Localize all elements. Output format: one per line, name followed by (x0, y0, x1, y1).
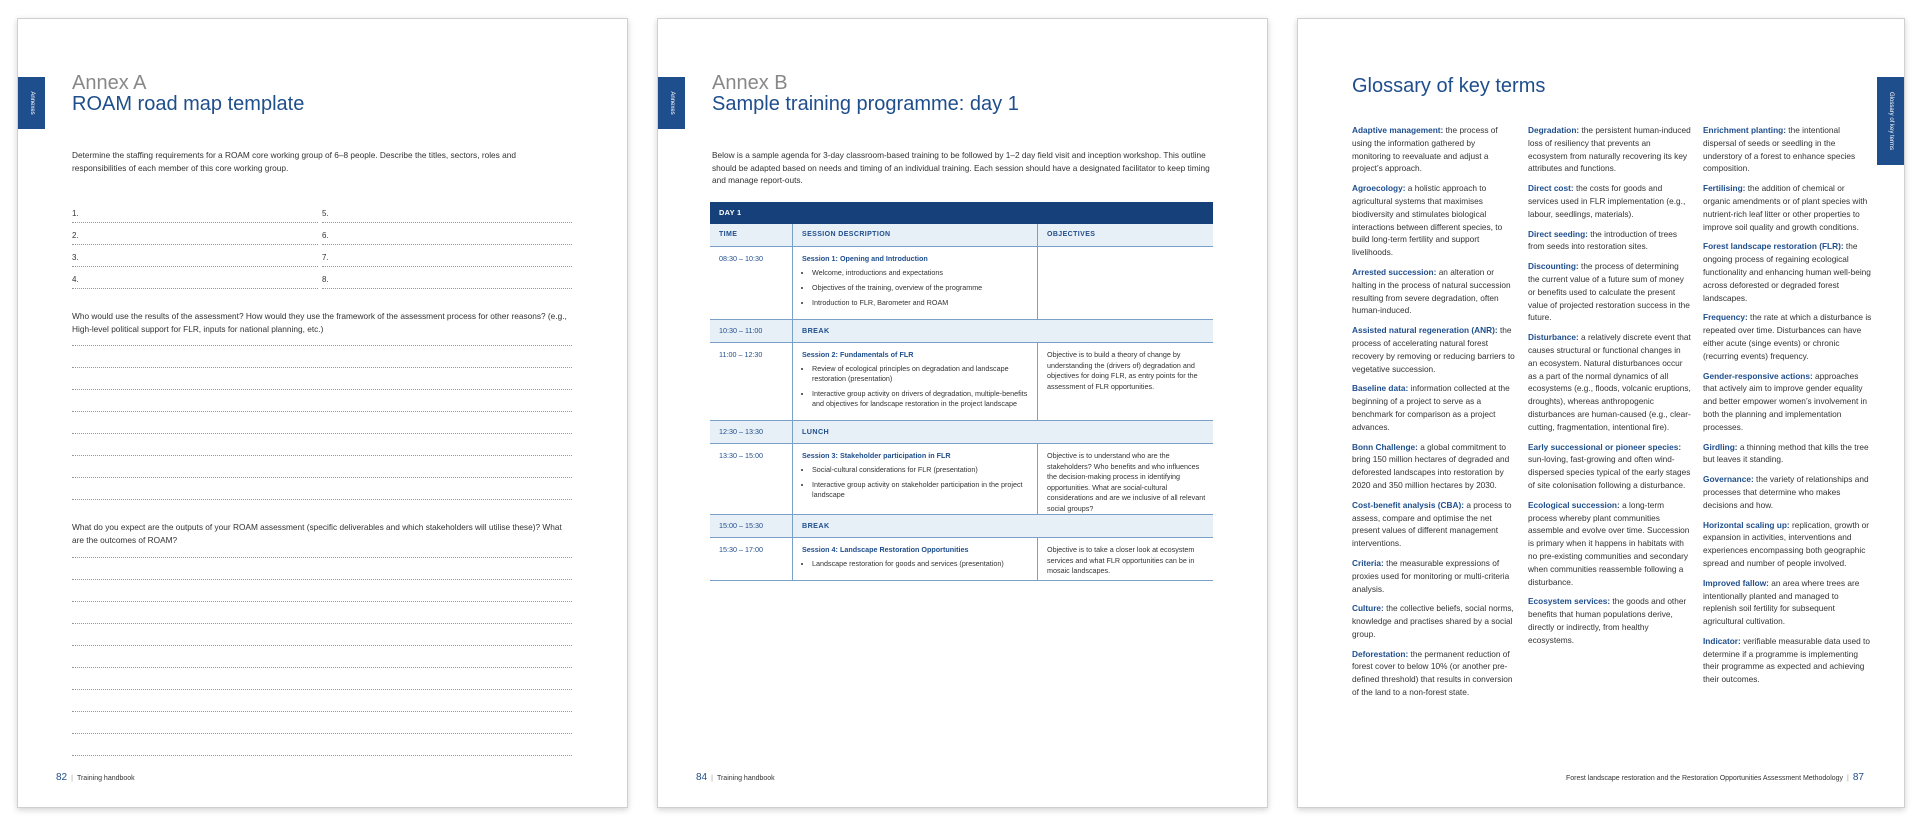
session-title: Session 4: Landscape Restoration Opportunities (802, 545, 969, 554)
glossary-term: Horizontal scaling up: (1703, 519, 1790, 530)
answer-line (72, 411, 572, 412)
glossary-term: Criteria: (1352, 557, 1384, 568)
glossary-entry (1528, 182, 1691, 220)
glossary-term: Governance: (1703, 474, 1754, 485)
glossary-term: Enrichment planting: (1703, 125, 1786, 135)
footer-text: Training handbook (716, 775, 775, 782)
glossary-definition: the collective beliefs, social norms, knowledge and practises shared by a social group. (1352, 603, 1514, 639)
annex-label: Annex A (72, 72, 147, 94)
session-bullet: • Social-cultural considerations for FLR (presentation) (812, 465, 1031, 475)
glossary-definition: a holistic approach to agricultural systems that maximises biodiversity and stimulates biological interactions between different species, to build long-term fertility and support livelihoods. (1352, 183, 1503, 258)
numbered-line-right: 6. (322, 231, 572, 245)
glossary-term: Ecological succession: (1528, 499, 1620, 510)
glossary-entry (1528, 331, 1691, 433)
glossary-entry (1352, 602, 1515, 640)
annex-heading: ROAM road map template (72, 93, 305, 115)
session-description (793, 538, 1038, 580)
glossary-entry (1352, 266, 1515, 317)
glossary-term: Degradation: (1528, 125, 1580, 135)
glossary-entry (1703, 635, 1873, 686)
table-body (710, 247, 1213, 581)
numbered-line-right: 8. (322, 275, 572, 289)
glossary-entry (1703, 473, 1873, 511)
glossary-entry (1703, 370, 1873, 434)
intro-paragraph: Below is a sample agenda for 3-day classroom-based training to be followed by 1–2 day field visit and inception workshop. This outline should be adapted based on needs and timing of an individual training. Each session should have a designated facilitator to keep timing and manage report-outs. (712, 150, 1210, 185)
numbered-line-left: 3. (72, 253, 318, 267)
section-tab-label: Annexes (668, 91, 675, 115)
answer-line (72, 689, 572, 690)
glossary-definition: the goods and other benefits that human populations derive, directly or indirectly, from healthy ecosystems. (1528, 596, 1687, 645)
session-bullet: • Review of ecological principles on degradation and landscape restoration (presentation) (812, 364, 1031, 384)
session-bullet: • Objectives of the training, overview of the programme (812, 283, 1031, 293)
answer-line (72, 755, 572, 756)
glossary-entry (1352, 182, 1515, 259)
answer-line (72, 389, 572, 390)
glossary-definition: the permanent reduction of forest cover to below 10% (or another pre-defined threshold) that results in conversion of the land to a non-forest state. (1352, 648, 1513, 698)
glossary-definition: the intentional dispersal of seeds or seedling in the understory of a forest to enhance species composition. (1703, 125, 1856, 174)
page-glossary (1297, 18, 1905, 808)
table-column-headers (710, 224, 1213, 247)
annex-heading: Sample training programme: day 1 (712, 93, 1019, 115)
glossary-definition: the process of determining the current value of a future sum of money or benefits used to calculate the present value of projected restoration success in the future. (1528, 261, 1690, 323)
glossary-definition: the ongoing process of regaining ecological functionality and enhancing human well-being across deforested or degraded forest landscapes. (1703, 241, 1871, 303)
glossary-entry (1352, 324, 1515, 375)
page-footer: 84 | Training handbook (696, 772, 775, 783)
glossary-term: Cost-benefit analysis (CBA): (1352, 499, 1465, 510)
session-bullet: • Interactive group activity on stakeholder participation in the project landscape (812, 480, 1031, 500)
glossary-term: Frequency: (1703, 312, 1748, 323)
glossary-term: Direct cost: (1528, 183, 1574, 194)
page-footer: 82 | Training handbook (56, 772, 135, 783)
break-label: BREAK (802, 521, 830, 530)
page-annex-a (17, 18, 628, 808)
numbered-row (72, 253, 572, 267)
page-number: 87 (1852, 772, 1864, 783)
glossary-entry (1352, 441, 1515, 492)
table-break-row (710, 515, 1213, 538)
table-row (710, 247, 1213, 320)
glossary-term: Baseline data: (1352, 383, 1409, 394)
page-title: Glossary of key terms (1352, 75, 1546, 97)
session-objective: Objective is to understand who are the stakeholders? Who benefits and who influences the decision-making process in identifying opportunities. What are social-cultural considerations and are we inclusive of all relevant social groups? (1047, 451, 1206, 513)
answer-line (72, 367, 572, 368)
session-title: Session 2: Fundamentals of FLR (802, 350, 914, 359)
answer-line (72, 499, 572, 500)
page-title (72, 73, 304, 115)
glossary-term: Girdling: (1703, 441, 1738, 452)
glossary-definition: the introduction of trees from seeds into restoration sites. (1528, 228, 1677, 252)
glossary-definition: information collected at the beginning of a project to serve as a benchmark for comparison as a project advances. (1352, 383, 1510, 432)
glossary-entry (1528, 260, 1691, 324)
break-label: LUNCH (802, 427, 830, 436)
glossary-entry (1352, 557, 1515, 595)
glossary-term: Early successional or pioneer species: (1528, 441, 1682, 452)
glossary-entry (1352, 499, 1515, 550)
numbered-line-left: 2. (72, 231, 318, 245)
glossary-term: Arrested succession: (1352, 266, 1437, 277)
answer-line (72, 733, 572, 734)
glossary-term: Direct seeding: (1528, 228, 1588, 239)
session-bullets (802, 559, 1031, 569)
glossary-entry (1352, 124, 1515, 175)
glossary-definition: the persistent human-induced loss of resiliency that prevents an ecosystem from naturally recovering its key attributes and functions. (1528, 125, 1691, 174)
session-time: 08:30 – 10:30 (710, 247, 793, 319)
glossary-term: Forest landscape restoration (FLR): (1703, 241, 1844, 252)
glossary-term: Ecosystem services: (1528, 596, 1611, 607)
answer-line (72, 455, 572, 456)
glossary-entry (1703, 519, 1873, 570)
glossary-term: Assisted natural regeneration (ANR): (1352, 325, 1498, 336)
glossary-definition: the costs for goods and services used in FLR implementation (e.g., labour, seedlings, materials). (1528, 183, 1686, 219)
page-title (712, 73, 1019, 115)
header-time: TIME (710, 224, 793, 246)
glossary-definition: a thinning method that kills the tree but leaves it standing. (1703, 441, 1869, 465)
table-day-header: DAY 1 (710, 202, 1213, 224)
numbered-line-left: 4. (72, 275, 318, 289)
glossary-entry (1703, 577, 1873, 628)
glossary-definition: the process of using the information gathered by monitoring to reevaluate and adjust a project’s approach. (1352, 125, 1498, 174)
session-description (793, 444, 1038, 514)
glossary-term: Fertilising: (1703, 183, 1746, 194)
intro-paragraph: Determine the staffing requirements for a ROAM core working group of 6–8 people. Describe the titles, sectors, roles and responsibilities of each member of this core working group. (72, 150, 516, 173)
numbered-line-left: 1. (72, 209, 318, 223)
session-title: Session 1: Opening and Introduction (802, 254, 928, 263)
header-session: SESSION DESCRIPTION (793, 224, 1038, 246)
glossary-definition: a long-term process whereby plant communities assemble and evolve over time. Succession is primary when it happens in habitats with no pre-existing communities and secondary when communities reassemble following a disturbance. (1528, 499, 1690, 587)
session-bullet: • Interactive group activity on drivers of degradation, multiple-benefits and objectives for landscape restoration in the project landscape (812, 389, 1031, 409)
session-title: Session 3: Stakeholder participation in FLR (802, 451, 951, 460)
numbered-row (72, 209, 572, 223)
glossary-term: Deforestation: (1352, 648, 1409, 659)
numbered-line-right: 7. (322, 253, 572, 267)
glossary-definition: a relatively discrete event that causes structural or functional changes in an ecosystem. Natural disturbances occur as a part of the normal dynamics of all ecosystems (e.g., floods, volcanic eruptions, droughts), whereas anthropogenic disturbances are human-caused (e.g., clear-cutting, fragmentation, intentional fire). (1528, 332, 1691, 432)
glossary-definition: the addition of chemical or organic amendments or of plant species with nutrient-rich leaf litter or other properties to improve soil quality and growth conditions. (1703, 183, 1868, 232)
glossary-definition: verifiable measurable data used to determine if a programme is implementing their programme as expected and achieving their outcomes. (1703, 635, 1870, 685)
glossary-entry (1352, 648, 1515, 699)
glossary-term: Improved fallow: (1703, 577, 1769, 588)
glossary-entry (1528, 595, 1691, 646)
section-tab-label: Annexes (28, 91, 35, 115)
answer-line (72, 667, 572, 668)
page-annex-b (657, 18, 1268, 808)
page-number: 82 (56, 772, 68, 783)
table-row (710, 343, 1213, 421)
session-bullets (802, 465, 1031, 500)
section-tab (1877, 77, 1904, 165)
break-time: 12:30 – 13:30 (710, 421, 793, 443)
glossary-definition: the measurable expressions of proxies used for monitoring or multi-criteria analysis. (1352, 557, 1510, 594)
numbered-line-right: 5. (322, 209, 572, 223)
session-description (793, 247, 1038, 319)
glossary-term: Culture: (1352, 603, 1384, 614)
session-bullet: • Landscape restoration for goods and services (presentation) (812, 559, 1031, 569)
glossary-definition: the process of accelerating natural forest recovery by removing or reducing barriers to vegetative succession. (1352, 325, 1515, 374)
answer-line (72, 645, 572, 646)
session-objective: Objective is to take a closer look at ecosystem services and what FLR opportunities can be in mosaic landscapes. (1047, 545, 1195, 575)
glossary-definition: an alteration or halting in the process of natural succession resulting from severe degradation, often human-induced. (1352, 266, 1511, 316)
section-tab (18, 77, 45, 129)
session-bullets (802, 364, 1031, 409)
glossary-entry (1703, 182, 1873, 233)
table-break-row (710, 320, 1213, 343)
session-time: 11:00 – 12:30 (710, 343, 793, 420)
glossary-entry (1703, 441, 1873, 467)
numbered-row (72, 231, 572, 245)
glossary-entry (1528, 228, 1691, 254)
table-row (710, 444, 1213, 515)
session-bullet: • Welcome, introductions and expectations (812, 268, 1031, 278)
glossary-definition: a global commitment to bring 150 million hectares of degraded and deforested landscapes into restoration by 2020 and 350 million hectares by 2030. (1352, 441, 1510, 490)
glossary-entry (1528, 499, 1691, 589)
glossary-entry (1703, 124, 1873, 175)
session-objective: Objective is to build a theory of change by understanding the (drivers of) degradation and objectives for doing FLR, as entry points for the assessment of FLR opportunities. (1047, 350, 1198, 391)
answer-line (72, 711, 572, 712)
session-description (793, 343, 1038, 420)
table-row (710, 538, 1213, 581)
footer-text: Forest landscape restoration and the Restoration Opportunities Assessment Methodology (1566, 775, 1844, 782)
glossary-entry (1703, 311, 1873, 362)
answer-line (72, 433, 572, 434)
glossary-term: Gender-responsive actions: (1703, 370, 1813, 381)
glossary-entry (1703, 240, 1873, 304)
glossary-column-2 (1528, 124, 1691, 653)
glossary-entry (1352, 382, 1515, 433)
glossary-entry (1528, 124, 1691, 175)
answer-line (72, 345, 572, 346)
section-tab (658, 77, 685, 129)
answer-line (72, 557, 572, 558)
page-footer: Forest landscape restoration and the Restoration Opportunities Assessment Methodology | 87 (1566, 772, 1864, 783)
answer-line (72, 623, 572, 624)
glossary-term: Bonn Challenge: (1352, 441, 1418, 452)
annex-label: Annex B (712, 72, 788, 94)
header-objectives: OBJECTIVES (1047, 231, 1096, 238)
question-outputs: What do you expect are the outputs of your ROAM assessment (specific deliverables and which stakeholders will utilise these)? What are the outcomes of ROAM? (72, 522, 562, 545)
glossary-term: Indicator: (1703, 635, 1741, 646)
glossary-definition: replication, growth or expansion in activities, interventions and experiences encompassing both geographic spread and number of people involved. (1703, 519, 1869, 568)
glossary-definition: sun-loving, fast-growing and often wind-dispersed species typical of the early stages of site colonisation following a disturbance. (1528, 454, 1691, 490)
glossary-definition: approaches that actively aim to improve gender equality and better empower women’s involvement in both the planning and implementation processes. (1703, 370, 1868, 432)
glossary-term: Disturbance: (1528, 332, 1579, 343)
footer-text: Training handbook (76, 775, 135, 782)
numbered-row (72, 275, 572, 289)
answer-line (72, 601, 572, 602)
break-time: 15:00 – 15:30 (710, 515, 793, 537)
glossary-definition: an area where trees are intentionally planted and managed to replenish soil fertility for subsequent agricultural cultivation. (1703, 577, 1860, 627)
glossary-term: Discounting: (1528, 261, 1579, 272)
session-time: 13:30 – 15:00 (710, 444, 793, 514)
answer-line (72, 579, 572, 580)
glossary-definition: the rate at which a disturbance is repeated over time. Disturbances can have either acute (singe events) or chronic (recurring events) frequency. (1703, 312, 1872, 361)
question-users: Who would use the results of the assessment? How would they use the framework of the assessment process for other reasons? (e.g., High-level political support for FLR, inputs for national planning, etc.) (72, 311, 567, 334)
glossary-column-3 (1703, 124, 1873, 693)
glossary-column-1 (1352, 124, 1515, 706)
glossary-term: Agroecology: (1352, 183, 1406, 194)
session-bullet: • Introduction to FLR, Barometer and ROAM (812, 298, 1031, 308)
training-table (710, 202, 1213, 581)
break-time: 10:30 – 11:00 (710, 320, 793, 342)
session-objective (1038, 247, 1213, 319)
glossary-definition: the variety of relationships and processes that determine who makes decisions and how. (1703, 474, 1869, 510)
table-break-row (710, 421, 1213, 444)
glossary-definition: a process to assess, compare and optimise the net present values of different management interventions. (1352, 499, 1512, 549)
session-time: 15:30 – 17:00 (710, 538, 793, 580)
glossary-term: Adaptive management: (1352, 125, 1444, 135)
answer-line (72, 477, 572, 478)
glossary-entry (1528, 441, 1691, 492)
break-label: BREAK (802, 326, 830, 335)
page-number: 84 (696, 772, 708, 783)
section-tab-label: Glossary of key terms (1887, 91, 1894, 151)
session-bullets (802, 268, 1031, 308)
